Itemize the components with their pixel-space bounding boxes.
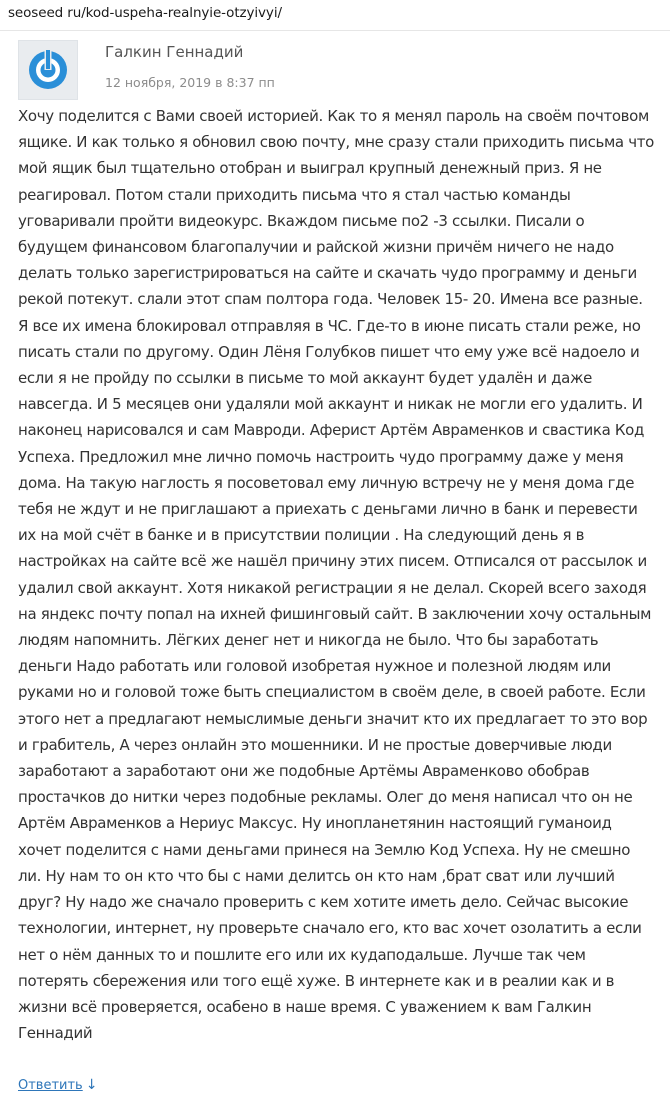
page-url: seoseed ru/kod-uspeha-realnyie-otzyivyi/: [8, 5, 282, 21]
comment-date[interactable]: 12 ноября, 2019 в 8:37 пп: [105, 75, 275, 90]
divider: [0, 30, 670, 31]
comment-author[interactable]: Галкин Геннадий: [105, 43, 244, 61]
comment-header: [18, 40, 658, 100]
comment-body: [18, 103, 654, 1046]
reply-button[interactable]: [18, 1077, 97, 1093]
reply-label: Ответить: [18, 1078, 83, 1093]
avatar: [18, 40, 78, 100]
power-avatar-icon: [19, 41, 77, 99]
arrow-down-icon: ↓: [85, 1077, 98, 1093]
comment-text: Хочу поделится с Вами своей историей. Как то я менял пароль на своём почтовом ящике. И как только я обновил свою почту, мне сразу стали приходить письма что мой ящик был тщательно отобран и выиграл крупный денежный приз. Я не реагировал. Потом стали приходить письма что я стал частью команды уговаривали пройти видеокурс. Вкаждом письме по2 -3 ссылки. Писали о будущем финансовом благопалучии и райской жизни причём ничего не надо делать только зарегистрироваться на сайте и скачать чудо программу и деньги рекой потекут. слали этот спам полтора года. Человек 15- 20. Имена все разные. Я все их имена блокировал отправляя в ЧС. Где-то в июне писать стали реже, но писать стали по другому. Один Лёня Голубков пишет что ему уже всё надоело и если я не пройду по ссылки в письме то мой аккаунт будет удалён и даже навсегда. И 5 месяцев они удаляли мой аккаунт и никак не могли его удалить. И наконец нарисовался и сам Мавроди. Аферист Артём Авраменков и свастика Код Успеха. Предложил мне лично помочь настроить чудо программу даже у меня дома. На такую наглость я посоветовал ему личную встречу не у меня дома где тебя не ждут и не приглашают а приехать с деньгами лично в банк и перевести их на мой счёт в банке и в присутствии полиции . На следующий день я в настройках на сайте всё же нашёл причину этих писем. Отписался от рассылок и удалил свой аккаунт. Хотя никакой регистрации я не делал. Скорей всего заходя на яндекс почту попал на ихней фишинговый сайт. В заключении хочу остальным людям напомнить. Лёгких денег нет и никогда не было. Что бы заработать деньги Надо работать или головой изобретая нужное и полезной людям или руками но и головой тоже быть специалистом в своём деле, в своей работе. Если этого нет а предлагают немыслимые деньги значит кто их предлагает то это вор и грабитель, А через онлайн это мошенники. И не простые доверчивые люди заработают а заработают они же подобные Артёмы Авраменково обобрав простачков до нитки через подобные рекламы. Олег до меня написал что он не Артём Авраменков а Нериус Максус. Ну инопланетянин настоящий гуманоид хочет поделится с нами деньгами принеся на Землю Код Успеха. Ну не смешно ли. Ну нам то он кто что бы с нами делитсь он кто нам ,брат сват или лучший друг? Ну надо же сначало проверить с кем хотите иметь дело. Сейчас высокие технологии, интернет, ну проверьте сначало его, кто вас хочет озолатить а если нет о нём данных то и пошлите его или их кудаподальше. Лучше так чем потерять сбережения или того ещё хуже. В интернете как и в реалии как и в жизни всё проверяется, осабено в наше время. С уважением к вам Галкин Геннадий: [18, 107, 654, 1043]
